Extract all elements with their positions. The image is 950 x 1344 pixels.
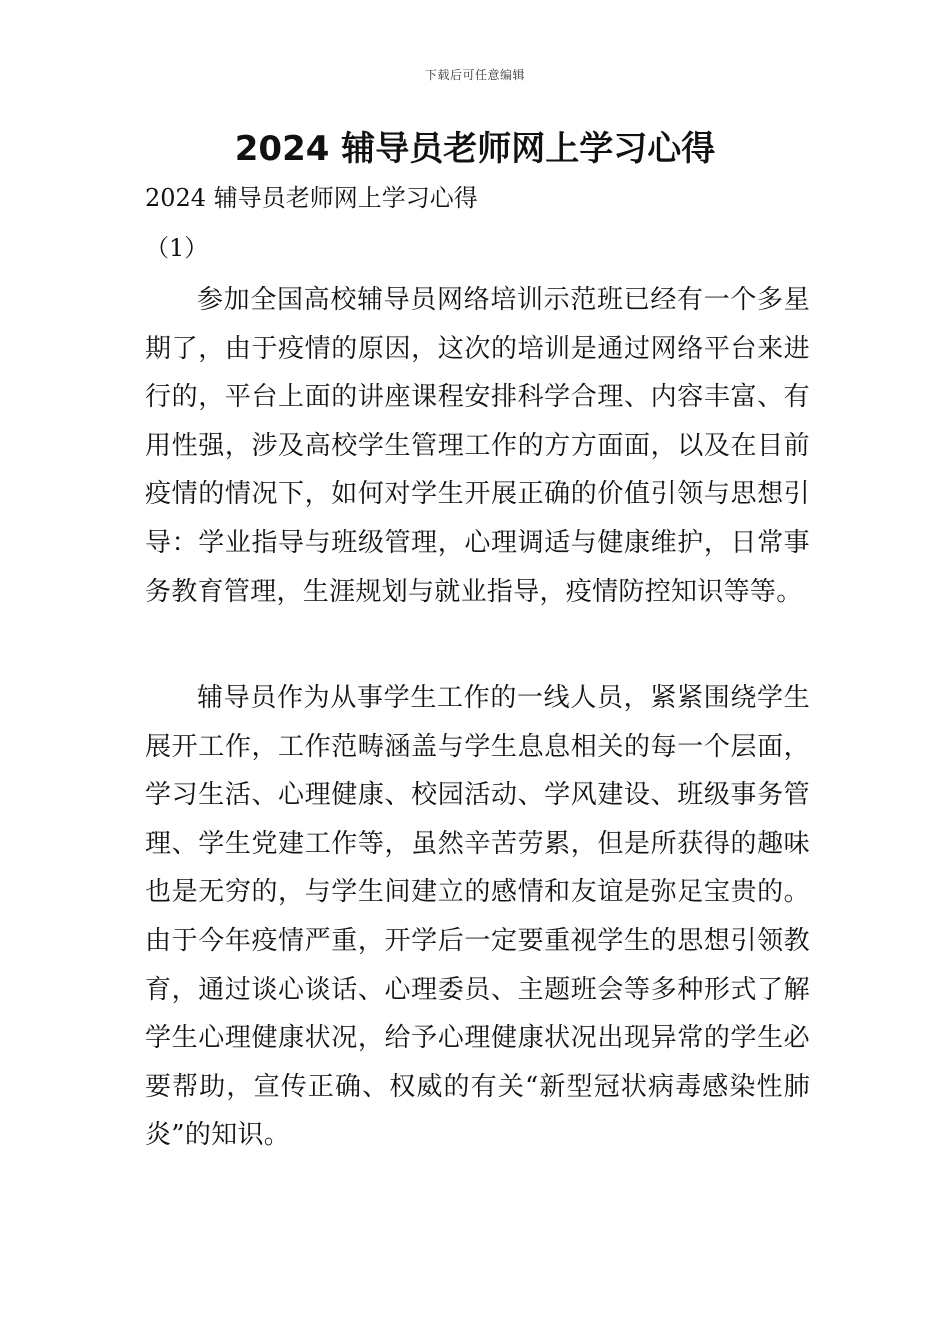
document-title: 2024 辅导员老师网上学习心得 xyxy=(234,129,716,169)
body-paragraph: 辅导员作为从事学生工作的一线人员，紧紧围绕学生展开工作，工作范畴涵盖与学生息息相关的每一个层面，学习生活、心理健康、校园活动、学风建设、班级事务管理、学生党建工作等，虽然辛苦劳累，但是所获得的趣味也是无穷的，与学生间建立的感情和友谊是弥足宝贵的。由于今年疫情严重，开学后一定要重视学生的思想引领教育，通过谈心谈话、心理委员、主题班会等多种形式了解学生心理健康状况，给予心理健康状况出现异常的学生必要帮助，宣传正确、权威的有关“新型冠状病毒感染性肺炎”的知识。 xyxy=(145,683,810,1151)
body-paragraph: 参加全国高校辅导员网络培训示范班已经有一个多星期了，由于疫情的原因，这次的培训是通过网络平台来进行的，平台上面的讲座课程安排科学合理、内容丰富、有用性强，涉及高校学生管理工作的方方面面，以及在目前疫情的情况下，如何对学生开展正确的价值引领与思想引导：学业指导与班级管理，心理调适与健康维护，日常事务教育管理，生涯规划与就业指导，疫情防控知识等等。 xyxy=(145,285,810,607)
document-subtitle: 2024 辅导员老师网上学习心得 xyxy=(145,184,478,212)
section-number: （1） xyxy=(145,234,209,262)
header-note: 下载后可任意编辑 xyxy=(424,68,525,82)
